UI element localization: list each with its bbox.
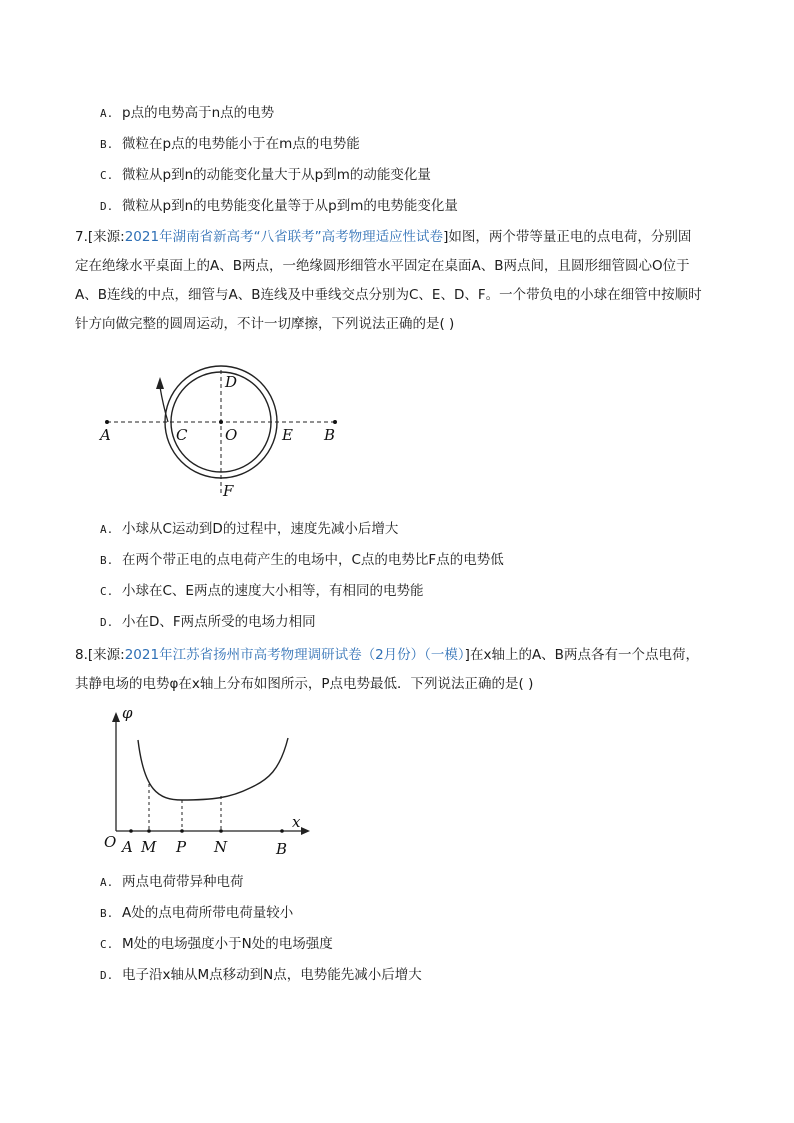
label-o: O [225, 426, 238, 444]
q8-stem [75, 641, 725, 699]
source-link[interactable]: 2021年江苏省扬州市高考物理调研试卷（2月份）（一模） [124, 647, 465, 663]
q7-stem [75, 223, 725, 339]
option-label: B. [100, 907, 114, 920]
q8-option-b [100, 904, 293, 923]
q7-figure [95, 365, 355, 505]
label-phi: φ [122, 704, 133, 722]
point-o-dot [219, 420, 223, 424]
option-text: 微粒从p到n的电势能变化量等于从p到m的电势能变化量 [122, 198, 458, 214]
q8-option-c [100, 935, 333, 954]
label-x: x [292, 813, 301, 831]
option-label: C. [100, 938, 114, 951]
q8-option-d [100, 966, 422, 985]
option-label: D. [100, 969, 114, 982]
option-label: C. [100, 169, 114, 182]
q6-option-b [100, 135, 360, 154]
label-c: C [176, 426, 188, 444]
label-a: A [100, 426, 111, 444]
label-b: B [276, 840, 288, 858]
label-e: E [282, 426, 293, 444]
q7-option-c [100, 582, 423, 601]
label-p: P [176, 838, 187, 856]
option-label: A. [100, 107, 114, 120]
option-text: 小球从C运动到D的过程中，速度先减小后增大 [122, 521, 399, 537]
q6-option-c [100, 166, 431, 185]
point-a-dot [129, 829, 133, 833]
point-b-dot [333, 420, 337, 424]
clockwise-arrow-path [160, 387, 168, 422]
option-label: D. [100, 616, 114, 629]
source-suffix: ] [464, 647, 470, 663]
question-number: 8. [75, 647, 88, 663]
option-text: A处的点电荷所带电荷量较小 [122, 905, 294, 921]
label-f: F [223, 482, 234, 500]
option-text: M处的电场强度小于N处的电场强度 [122, 936, 333, 952]
y-axis-arrow-icon [112, 712, 120, 722]
label-b: B [324, 426, 336, 444]
q6-option-d [100, 197, 458, 216]
source-prefix: [来源: [87, 229, 125, 245]
option-label: B. [100, 554, 114, 567]
option-text: 微粒从p到n的动能变化量大于从p到m的动能变化量 [122, 167, 431, 183]
q7-option-d [100, 613, 316, 632]
label-a: A [122, 838, 133, 856]
option-label: D. [100, 200, 114, 213]
option-text: 两点电荷带异种电荷 [122, 874, 244, 890]
q7-option-a [100, 520, 398, 539]
q8-option-a [100, 873, 244, 892]
option-label: A. [100, 876, 114, 889]
option-label: C. [100, 585, 114, 598]
q8-figure [100, 700, 320, 860]
q8-text-1: 在x轴上的A、B两点各有一个点电荷， [469, 647, 699, 663]
point-p-dot [180, 829, 184, 833]
q7-line-2: 定在绝缘水平桌面上的A、B两点，一绝缘圆形细管水平固定在桌面A、B两点间，且圆形细管圆心O位于 [75, 258, 690, 274]
source-link[interactable]: 2021年湖南省新高考“八省联考”高考物理适应性试卷 [124, 229, 444, 245]
q7-text-1: 如图，两个带等量正电的点电荷，分别固 [448, 229, 692, 245]
label-n: N [214, 838, 228, 856]
question-number: 7. [75, 229, 88, 245]
q7-line-4: 针方向做完整的圆周运动，不计一切摩擦，下列说法正确的是( ) [75, 316, 455, 332]
q7-option-b [100, 551, 504, 570]
q6-option-a [100, 104, 274, 123]
option-label: B. [100, 138, 114, 151]
q8-line-1 [75, 641, 725, 670]
option-text: 在两个带正电的点电荷产生的电场中，C点的电势比F点的电势低 [122, 552, 504, 568]
point-n-dot [219, 829, 223, 833]
option-text: 电子沿x轴从M点移动到N点，电势能先减小后增大 [122, 967, 422, 983]
label-m: M [141, 838, 157, 856]
x-axis-arrow-icon [301, 827, 310, 835]
point-a-dot [105, 420, 109, 424]
option-text: 小在D、F两点所受的电场力相同 [122, 614, 316, 630]
arrow-head-icon [156, 377, 164, 389]
label-o: O [104, 833, 117, 851]
source-prefix: [来源: [87, 647, 125, 663]
q7-line-3: A、B连线的中点，细管与A、B连线及中垂线交点分别为C、E、D、F。一个带负电的小球在细管中按顺时 [75, 287, 702, 303]
q7-line-1 [75, 223, 725, 252]
option-text: p点的电势高于n点的电势 [122, 105, 275, 121]
point-b-dot [280, 829, 284, 833]
option-label: A. [100, 523, 114, 536]
label-d: D [225, 373, 238, 391]
potential-curve [138, 738, 288, 800]
option-text: 微粒在p点的电势能小于在m点的电势能 [122, 136, 360, 152]
q8-line-2: 其静电场的电势φ在x轴上分布如图所示，P点电势最低．下列说法正确的是( ) [75, 676, 534, 692]
source-suffix: ] [443, 229, 449, 245]
option-text: 小球在C、E两点的速度大小相等，有相同的电势能 [122, 583, 424, 599]
point-m-dot [147, 829, 151, 833]
